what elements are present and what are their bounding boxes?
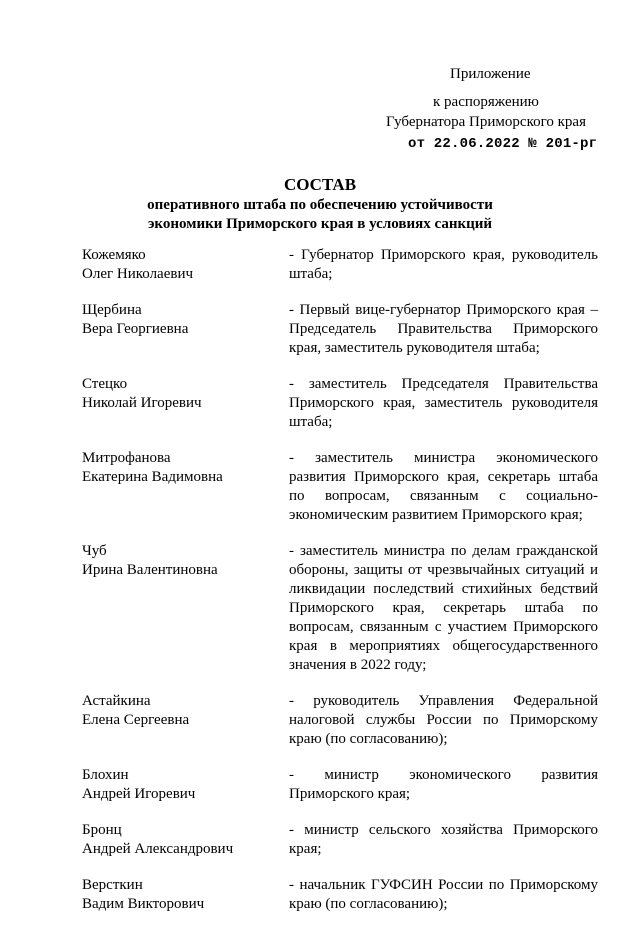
annex-order-ref: к распоряжению: [433, 94, 539, 110]
member-surname: Астайкина: [82, 693, 151, 709]
title-heading: СОСТАВ: [283, 175, 357, 194]
member-surname: Стецко: [82, 376, 128, 392]
member-name: [82, 301, 289, 358]
member-surname: Бронц: [82, 822, 122, 838]
members-list: [82, 246, 602, 931]
document-title: [60, 174, 580, 234]
member-given-names: Елена Сергеевна: [82, 712, 190, 728]
member-role: - заместитель Председателя Правительства Приморского края, заместитель руководителя штаба;: [289, 376, 598, 430]
member-name: [82, 449, 289, 525]
member-row: [82, 449, 602, 525]
member-surname: Кожемяко: [82, 247, 146, 263]
title-line-2: оперативного штаба по обеспечению устойчивости: [147, 197, 493, 213]
member-row: [82, 821, 602, 859]
member-given-names: Ирина Валентиновна: [82, 562, 218, 578]
member-given-names: Андрей Игоревич: [82, 786, 196, 802]
member-role: - заместитель министра экономического развития Приморского края, секретарь штаба по вопросам, связанным с социально-экономическим развитием Приморского края;: [289, 450, 598, 523]
member-role: - Первый вице-губернатор Приморского края –Председатель Правительства Приморского края, заместитель руководителя штаба;: [289, 302, 598, 356]
annex-date-number: от 22.06.2022 № 201-рг: [408, 136, 598, 152]
member-given-names: Екатерина Вадимовна: [82, 469, 223, 485]
annex-block: [386, 64, 601, 154]
member-role: - министр экономического развития Приморского края;: [289, 767, 598, 802]
member-surname: Щербина: [82, 302, 142, 318]
member-name: [82, 246, 289, 284]
member-row: [82, 301, 602, 358]
member-role: - руководитель Управления Федеральной налоговой службы России по Приморскому краю (по согласованию);: [289, 693, 598, 747]
member-surname: Митрофанова: [82, 450, 171, 466]
annex-issuer: Губернатора Приморского края: [386, 114, 586, 130]
member-given-names: Вадим Викторович: [82, 896, 205, 912]
member-name: [82, 692, 289, 749]
member-row: [82, 876, 602, 914]
member-row: [82, 766, 602, 804]
member-row: [82, 246, 602, 284]
member-name: [82, 876, 289, 914]
member-name: [82, 375, 289, 432]
member-surname: Блохин: [82, 767, 129, 783]
member-name: [82, 821, 289, 859]
title-line-3: экономики Приморского края в условиях санкций: [147, 216, 493, 232]
member-given-names: Вера Георгиевна: [82, 321, 189, 337]
member-name: [82, 542, 289, 675]
member-row: [82, 692, 602, 749]
member-surname: Чуб: [82, 543, 107, 559]
member-row: [82, 542, 602, 675]
member-role: - начальник ГУФСИН России по Приморскому краю (по согласованию);: [289, 877, 598, 912]
member-name: [82, 766, 289, 804]
member-surname: Версткин: [82, 877, 143, 893]
member-row: [82, 375, 602, 432]
member-given-names: Николай Игоревич: [82, 395, 202, 411]
member-role: - министр сельского хозяйства Приморского края;: [289, 822, 598, 857]
member-given-names: Олег Николаевич: [82, 266, 194, 282]
member-given-names: Андрей Александрович: [82, 841, 234, 857]
annex-label: Приложение: [450, 66, 531, 82]
member-role: - заместитель министра по делам гражданской обороны, защиты от чрезвычайных ситуаций и ликвидации последствий стихийных бедствий Приморского края, секретарь штаба по вопросам, связанным с участием Приморского края в мероприятиях общегосударственного значения в 2022 году;: [289, 543, 598, 673]
member-role: - Губернатор Приморского края, руководитель штаба;: [289, 247, 598, 282]
